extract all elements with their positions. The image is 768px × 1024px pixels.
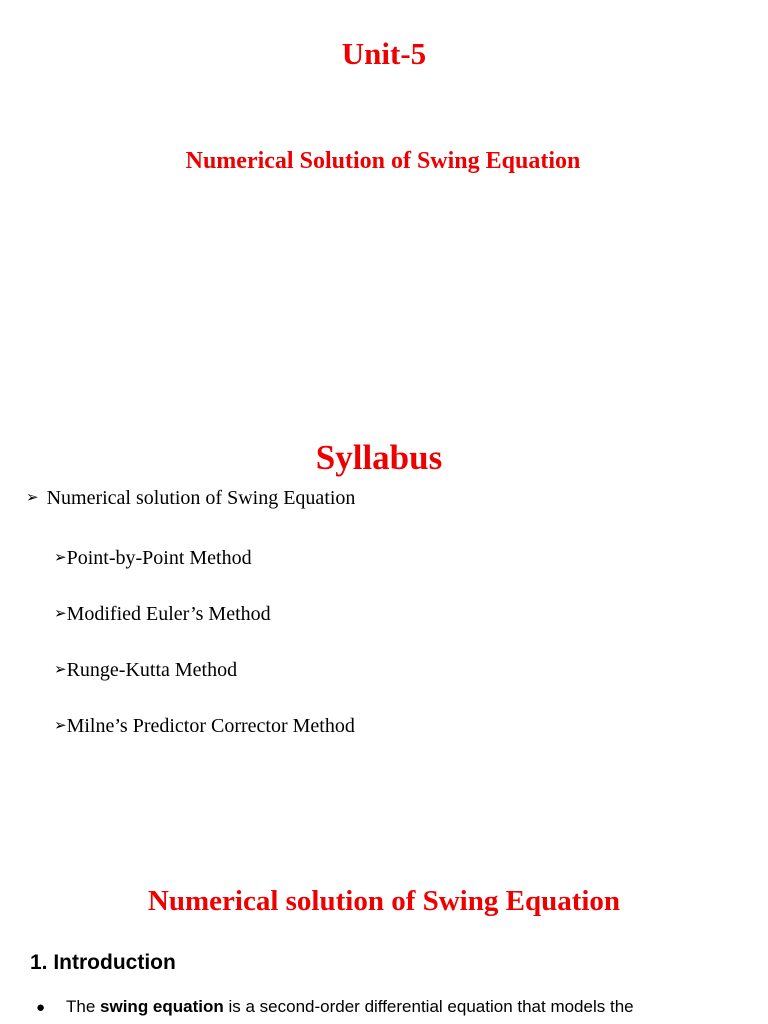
arrow-bullet-icon: ➢	[54, 604, 67, 622]
syllabus-sub-item-label: Point-by-Point Method	[66, 547, 252, 569]
syllabus-sub-item-label: Milne’s Predictor Corrector Method	[66, 715, 355, 737]
intro-bullet-item	[36, 994, 634, 1021]
unit-subtitle: Numerical Solution of Swing Equation	[185, 148, 581, 174]
section-heading: Numerical solution of Swing Equation	[147, 885, 621, 917]
syllabus-sub-item	[54, 600, 271, 627]
arrow-bullet-icon: ➢	[26, 488, 39, 506]
bullet-dot-icon: ●	[36, 999, 46, 1016]
introduction-heading: 1. Introduction	[30, 951, 176, 974]
syllabus-sub-item	[54, 712, 355, 739]
syllabus-sub-item-label: Modified Euler’s Method	[66, 603, 271, 625]
syllabus-main-item-label: Numerical solution of Swing Equation	[46, 487, 356, 509]
intro-bullet-text: is a second-order differential equation that models the	[228, 997, 634, 1016]
arrow-bullet-icon: ➢	[54, 548, 67, 566]
intro-bullet-prefix: The	[66, 997, 96, 1016]
syllabus-sub-item-label: Runge-Kutta Method	[66, 659, 238, 681]
intro-bullet-bold-term: swing equation	[100, 997, 224, 1016]
arrow-bullet-icon: ➢	[54, 660, 67, 678]
syllabus-heading: Syllabus	[315, 438, 443, 477]
arrow-bullet-icon: ➢	[54, 716, 67, 734]
syllabus-sub-item	[54, 656, 237, 683]
unit-title: Unit-5	[341, 36, 427, 71]
syllabus-sub-item	[54, 544, 252, 571]
syllabus-main-item	[26, 484, 355, 511]
